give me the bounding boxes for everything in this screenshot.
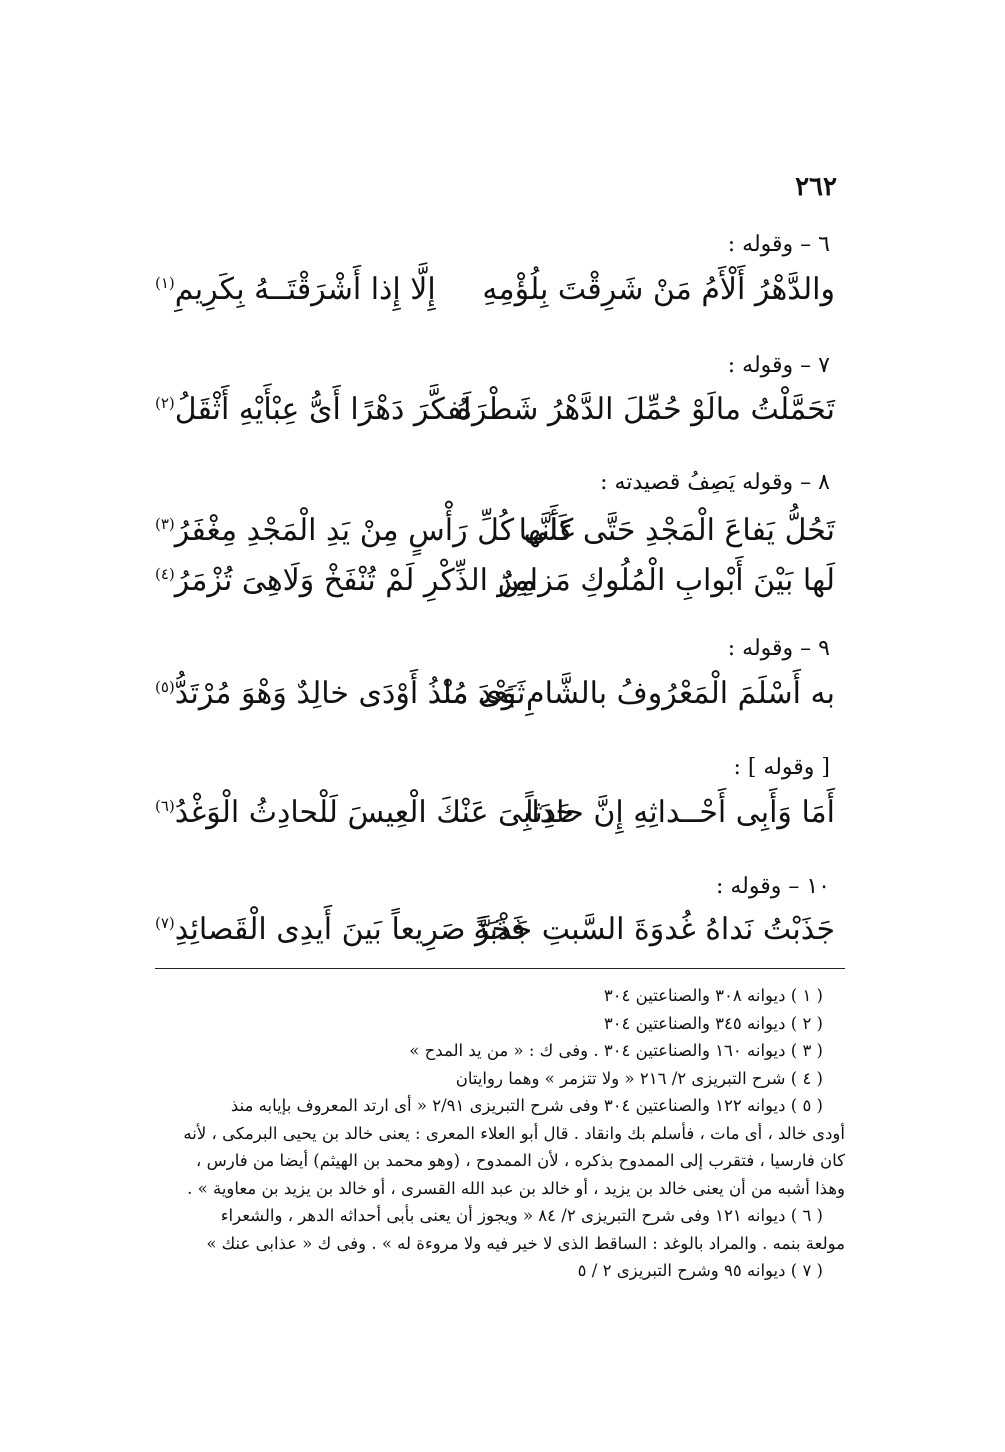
footnote-marker: (٥)	[155, 678, 175, 696]
verse-first-hemistich: أَمَا وَأَبِى أَحْــداثِهِ إِنَّ حادِثاً	[525, 795, 835, 830]
footnote-line: ( ٥ ) ديوانه ١٢٢ والصناعتين ٣٠٤ وفى شرح التبريزى ٢/٩١ « أى ارتد المعروف بإيابه منذ	[230, 1096, 823, 1115]
verse-second-hemistich	[155, 392, 471, 427]
footnote-line: ( ١ ) ديوانه ٣٠٨ والصناعتين ٣٠٤	[603, 986, 823, 1005]
footnote-marker: (١)	[155, 274, 175, 292]
footnote-marker: (٢)	[155, 394, 175, 412]
verse-second-text: ثَوَى مُنْذُ أَوْدَى خالِدٌ وَهْوَ مُرْتَدُّ	[174, 676, 526, 711]
verse-second-hemistich	[155, 513, 577, 548]
verse-second-text: لَفكَّرَ دَهْرًا أَىُّ عِبْأَيْهِ أَثْقَلُ	[174, 392, 472, 427]
verse-line	[155, 513, 835, 557]
verse-line	[155, 392, 835, 436]
verse-first-hemistich: جَذَبْتُ نَداهُ غُدوَةَ السَّبتِ جَذْبَةً	[473, 912, 835, 947]
verse-first-hemistich: تَحُلُّ يَفاعَ الْمَجْدِ حَتَّى كَأَنَّها	[518, 513, 835, 548]
verse-second-hemistich	[155, 272, 436, 307]
footnotes	[155, 982, 845, 1285]
footnote-marker: (٤)	[155, 565, 175, 583]
section-intro: ٨ – وقوله يَصِفُ قصيدته :	[600, 470, 830, 495]
footnote-marker: (٣)	[155, 515, 175, 533]
verse-second-hemistich	[155, 795, 574, 830]
verse-second-text: فَخَرَّ صَرِيعاً بَينَ أَيدِى الْقَصائِدِ	[174, 912, 526, 947]
footnote-line: ( ٢ ) ديوانه ٣٤٥ والصناعتين ٣٠٤	[603, 1013, 823, 1033]
verse-first-hemistich: لَها بَيْنَ أَبْوابِ الْمُلُوكِ مَزامِرٌ	[497, 563, 835, 598]
verse-first-hemistich: تَحَمَّلْتُ مالَوْ حُمِّلَ الدَّهْرُ شَطْرَهُ	[456, 392, 835, 427]
verse-line	[155, 912, 835, 956]
verse-second-hemistich	[155, 912, 525, 947]
footnote-line: ( ٦ ) ديوانه ١٢١ وفى شرح التبريزى ٢/ ٨٤ « ويجوز أن يعنى بأبى أحداثه الدهر ، والشعراء	[220, 1206, 823, 1225]
footnote-line: ( ٤ ) شرح التبريزى ٢/ ٢١٦ « ولا تتزمر » وهما روايتان	[455, 1068, 823, 1088]
verse-first-hemistich: والدَّهْرُ أَلْأَمُ مَنْ شَرِقْتَ بِلُؤْمِهِ	[482, 272, 835, 307]
footnote-divider	[155, 968, 845, 969]
verse-line	[155, 272, 835, 316]
footnote-line: ( ٣ ) ديوانه ١٦٠ والصناعتين ٣٠٤ . وفى ك : « من يد المدح »	[409, 1041, 823, 1060]
verse-second-text: حَدَابِىَ عَنْكَ الْعِيسَ لَلْحادِثُ الْوَغْدُ	[174, 795, 574, 830]
verse-first-hemistich: به أَسْلَمَ الْمَعْرُوفُ بالشَّامِ بَعْدَ ما	[443, 676, 835, 711]
footnote-line: ( ٧ ) ديوانه ٩٥ وشرح التبريزى ٢ / ٥	[577, 1261, 823, 1280]
footnote-line: مولعة بنمه . والمراد بالوغد : الساقط الذى لا خير فيه ولا مروءة له » . وفى ك « عذابى عنك »	[206, 1233, 845, 1253]
footnote-line: كان فارسيا ، فتقرب إلى الممدوح بذكره ، لأن الممدوح ، (وهو محمد بن الهيثم) أيضا من فارس ،	[196, 1151, 845, 1170]
verse-second-text: مِنَ الذِّكْرِ لَمْ تُنْفَخْ وَلَاهِىَ تُزْمَرُ	[174, 563, 537, 598]
section-intro: ٧ – وقوله :	[727, 353, 830, 378]
verse-line	[155, 563, 835, 607]
section-intro: ٦ – وقوله :	[727, 232, 830, 257]
verse-second-text: إِلَّا إِذا أَشْرَقْتَــهُ بِكَرِيمِ	[174, 272, 436, 307]
footnote-line: وهذا أشبه من أن يعنى خالد بن يزيد ، أو خالد بن عبد الله القسرى ، أو خالد بن يزيد بن معاوية » .	[187, 1178, 845, 1198]
section-intro: ١٠ – وقوله :	[715, 874, 830, 899]
verse-line	[155, 795, 835, 839]
footnote-line: أودى خالد ، أى مات ، فأسلم بك وانقاد . قال أبو العلاء المعرى : يعنى خالد بن يحيى البرمكى ، لأنه	[183, 1123, 845, 1143]
verse-second-text: عَلَى كُلِّ رَأْسٍ مِنْ يَدِ الْمَجْدِ مِغْفَرُ	[174, 513, 577, 548]
verse-line	[155, 676, 835, 720]
section-intro: [ وقوله ] :	[733, 755, 830, 780]
page-number: ٢٦٢	[795, 172, 837, 202]
verse-second-hemistich	[155, 563, 536, 598]
footnote-marker: (٦)	[155, 797, 175, 815]
verse-second-hemistich	[155, 676, 525, 711]
footnote-marker: (٧)	[155, 914, 175, 932]
section-intro: ٩ – وقوله :	[727, 636, 830, 661]
